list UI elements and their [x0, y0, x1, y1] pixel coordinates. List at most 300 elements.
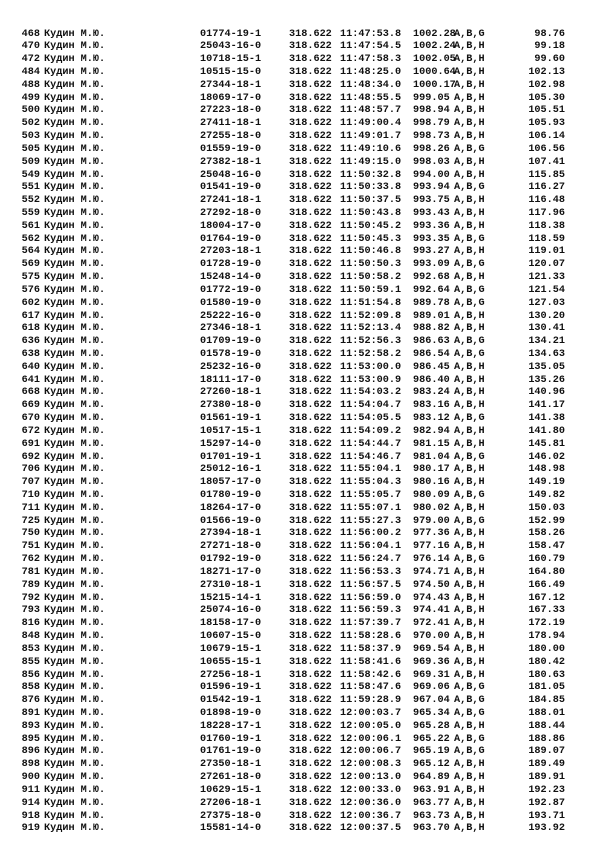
- antenna-set: A,B,H: [454, 438, 485, 450]
- object-id: 18264-17-0: [200, 502, 262, 514]
- antenna-set: A,B,G: [454, 746, 485, 758]
- object-id: 27394-18-1: [200, 528, 262, 540]
- observer-name: Кудин М.Ю.: [44, 66, 106, 78]
- frequency: 318.622: [289, 349, 332, 360]
- measurement: 1002.24: [413, 41, 456, 53]
- measurement: 1002.05: [413, 54, 456, 66]
- record-number: 576: [21, 284, 40, 296]
- observer-name: Кудин М.Ю.: [44, 605, 106, 617]
- object-id: 18271-17-0: [200, 566, 262, 578]
- value: 121.33: [528, 272, 565, 284]
- value: 188.86: [528, 733, 565, 745]
- value: 149.82: [528, 490, 565, 502]
- antenna-set: A,B,H: [454, 669, 485, 681]
- frequency: 318.622: [289, 400, 332, 412]
- measurement: 974.43: [413, 592, 450, 604]
- object-id: 18228-17-1: [200, 720, 262, 732]
- observer-name: Кудин М.Ю.: [44, 79, 106, 91]
- measurement: 981.04: [413, 451, 450, 463]
- value: 146.02: [528, 451, 565, 463]
- antenna-set: A,B,H: [454, 464, 485, 476]
- timestamp: 11:54:04.7: [340, 400, 402, 412]
- value: 178.94: [528, 631, 565, 643]
- object-id: 01559-19-0: [200, 143, 262, 155]
- timestamp: 12:00:05.0: [340, 720, 402, 732]
- object-id: 25012-16-1: [200, 464, 262, 476]
- object-id: 10629-15-1: [200, 784, 262, 796]
- object-id: 10607-15-0: [200, 631, 262, 643]
- value: 184.85: [528, 695, 565, 707]
- frequency: 318.622: [289, 246, 332, 258]
- timestamp: 11:56:04.1: [340, 541, 402, 553]
- value: 189.91: [528, 772, 565, 784]
- record-number: 789: [21, 579, 40, 591]
- measurement: 969.06: [413, 682, 450, 694]
- antenna-set: A,B,H: [454, 169, 485, 181]
- measurement: 998.03: [413, 156, 450, 168]
- value: 135.26: [528, 374, 565, 386]
- measurement: 993.36: [413, 220, 450, 232]
- measurement: 979.00: [413, 515, 450, 527]
- record-number: 762: [21, 554, 40, 566]
- record-number: 711: [21, 502, 40, 514]
- antenna-set: A,B,H: [454, 118, 485, 130]
- record-number: 918: [21, 810, 40, 822]
- value: 130.41: [528, 323, 565, 335]
- antenna-set: A,B,G: [454, 336, 485, 348]
- frequency: 318.622: [289, 720, 332, 732]
- frequency: 318.622: [289, 66, 332, 78]
- frequency: 318.622: [289, 592, 332, 604]
- antenna-set: A,B,H: [454, 207, 485, 219]
- frequency: 318.622: [289, 669, 332, 681]
- frequency: 318.622: [289, 131, 332, 143]
- value: 166.49: [528, 579, 565, 591]
- observer-name: Кудин М.Ю.: [44, 490, 106, 502]
- antenna-set: A,B,H: [454, 618, 485, 630]
- measurement: 992.68: [413, 272, 450, 284]
- record-number: 876: [21, 695, 40, 707]
- timestamp: 11:52:13.4: [340, 323, 402, 335]
- frequency: 318.622: [289, 541, 332, 553]
- value: 193.92: [528, 823, 565, 835]
- record-number: 575: [21, 272, 40, 284]
- object-id: 10655-15-1: [200, 656, 262, 668]
- record-number: 858: [21, 682, 40, 694]
- frequency: 318.622: [289, 631, 332, 643]
- timestamp: 11:50:50.3: [340, 259, 402, 271]
- measurement: 998.26: [413, 143, 450, 155]
- value: 135.05: [528, 361, 565, 373]
- frequency: 318.622: [289, 387, 332, 399]
- antenna-set: A,B,H: [454, 54, 485, 66]
- frequency: 318.622: [289, 605, 332, 617]
- antenna-set: A,B,H: [454, 310, 485, 322]
- observer-name: Кудин М.Ю.: [44, 374, 106, 386]
- object-id: 01898-19-0: [200, 707, 262, 719]
- record-number: 751: [21, 541, 40, 553]
- value: 107.41: [528, 156, 565, 168]
- measurement: 986.63: [413, 336, 450, 348]
- frequency: 318.622: [289, 297, 332, 309]
- object-id: 01580-19-0: [200, 297, 262, 309]
- value: 141.17: [528, 400, 565, 412]
- measurement: 969.54: [413, 643, 450, 655]
- timestamp: 11:54:05.5: [340, 413, 402, 425]
- observer-name: Кудин М.Ю.: [44, 220, 106, 232]
- measurement: 964.89: [413, 772, 450, 784]
- observer-name: Кудин М.Ю.: [44, 810, 106, 822]
- antenna-set: A,B,G: [454, 695, 485, 707]
- timestamp: 11:53:00.9: [340, 374, 402, 386]
- timestamp: 11:58:37.9: [340, 643, 402, 655]
- timestamp: 11:56:57.5: [340, 579, 402, 591]
- object-id: 01792-19-0: [200, 554, 262, 566]
- record-number: 896: [21, 746, 40, 758]
- measurement: 983.16: [413, 400, 450, 412]
- measurement: 986.40: [413, 374, 450, 386]
- measurement: 965.34: [413, 707, 450, 719]
- object-id: 27255-18-0: [200, 131, 262, 143]
- observer-name: Кудин М.Ю.: [44, 515, 106, 527]
- observer-name: Кудин М.Ю.: [44, 118, 106, 130]
- frequency: 318.622: [289, 643, 332, 655]
- value: 105.30: [528, 92, 565, 104]
- observer-name: Кудин М.Ю.: [44, 28, 106, 40]
- measurement: 998.94: [413, 105, 450, 117]
- record-number: 549: [21, 169, 40, 181]
- observer-name: Кудин М.Ю.: [44, 695, 106, 707]
- record-number: 911: [21, 784, 40, 796]
- timestamp: 11:50:59.1: [340, 284, 402, 296]
- object-id: 27256-18-1: [200, 669, 262, 681]
- measurement: 1000.17: [413, 79, 456, 91]
- object-id: 01542-19-1: [200, 695, 262, 707]
- timestamp: 11:47:54.5: [340, 41, 402, 53]
- value: 158.47: [528, 541, 565, 553]
- frequency: 318.622: [289, 336, 332, 348]
- record-number: 502: [21, 118, 40, 130]
- antenna-set: A,B,G: [454, 143, 485, 155]
- object-id: 27382-18-1: [200, 156, 262, 168]
- record-number: 470: [21, 41, 40, 53]
- measurement: 967.04: [413, 695, 450, 707]
- measurement: 963.70: [413, 823, 450, 835]
- record-number: 781: [21, 566, 40, 578]
- antenna-set: A,B,H: [454, 720, 485, 732]
- observer-name: Кудин М.Ю.: [44, 169, 106, 181]
- object-id: 25232-16-0: [200, 361, 262, 373]
- observer-name: Кудин М.Ю.: [44, 733, 106, 745]
- observer-name: Кудин М.Ю.: [44, 759, 106, 771]
- record-number: 505: [21, 143, 40, 155]
- measurement: 980.09: [413, 490, 450, 502]
- frequency: 318.622: [289, 272, 332, 284]
- measurement: 965.28: [413, 720, 450, 732]
- value: 121.54: [528, 284, 565, 296]
- frequency: 318.622: [289, 323, 332, 335]
- value: 189.49: [528, 759, 565, 771]
- object-id: 27206-18-1: [200, 797, 262, 809]
- antenna-set: A,B,H: [454, 79, 485, 91]
- measurement: 969.31: [413, 669, 450, 681]
- antenna-set: A,B,G: [454, 297, 485, 309]
- measurement: 993.43: [413, 207, 450, 219]
- observer-name: Кудин М.Ю.: [44, 631, 106, 643]
- observer-name: Кудин М.Ю.: [44, 156, 106, 168]
- value: 172.19: [528, 618, 565, 630]
- antenna-set: A,B,H: [454, 195, 485, 207]
- timestamp: 11:55:27.3: [340, 515, 402, 527]
- record-number: 509: [21, 156, 40, 168]
- measurement: 993.75: [413, 195, 450, 207]
- record-number: 891: [21, 707, 40, 719]
- object-id: 27346-18-1: [200, 323, 262, 335]
- timestamp: 12:00:37.5: [340, 823, 402, 835]
- measurement: 993.94: [413, 182, 450, 194]
- object-id: 18111-17-0: [200, 374, 262, 386]
- record-number: 707: [21, 477, 40, 489]
- measurement: 1002.28: [413, 28, 456, 40]
- object-id: 25048-16-0: [200, 169, 262, 181]
- observer-name: Кудин М.Ю.: [44, 720, 106, 732]
- object-id: 18158-17-0: [200, 618, 262, 630]
- observer-name: Кудин М.Ю.: [44, 541, 106, 553]
- measurement: 974.50: [413, 579, 450, 591]
- record-number: 898: [21, 759, 40, 771]
- frequency: 318.622: [289, 233, 332, 245]
- timestamp: 11:54:03.2: [340, 387, 402, 399]
- object-id: 01541-19-0: [200, 182, 262, 194]
- record-number: 669: [21, 400, 40, 412]
- value: 118.38: [528, 220, 565, 232]
- measurement: 989.01: [413, 310, 450, 322]
- antenna-set: A,B,H: [454, 772, 485, 784]
- observer-name: Кудин М.Ю.: [44, 451, 106, 463]
- value: 98.76: [534, 28, 565, 40]
- timestamp: 11:51:54.8: [340, 297, 402, 309]
- antenna-set: A,B,H: [454, 528, 485, 540]
- timestamp: 11:50:45.2: [340, 220, 402, 232]
- timestamp: 12:00:06.7: [340, 746, 402, 758]
- measurement: 970.00: [413, 631, 450, 643]
- observer-name: Кудин М.Ю.: [44, 425, 106, 437]
- value: 134.63: [528, 349, 565, 360]
- frequency: 318.622: [289, 784, 332, 796]
- observer-name: Кудин М.Ю.: [44, 502, 106, 514]
- measurement: 986.54: [413, 349, 450, 360]
- object-id: 25043-16-0: [200, 41, 262, 53]
- object-id: 27223-18-0: [200, 105, 262, 117]
- record-number: 641: [21, 374, 40, 386]
- antenna-set: A,B,G: [454, 515, 485, 527]
- timestamp: 11:50:43.8: [340, 207, 402, 219]
- frequency: 318.622: [289, 759, 332, 771]
- object-id: 27411-18-1: [200, 118, 262, 130]
- value: 106.56: [528, 143, 565, 155]
- timestamp: 11:49:01.7: [340, 131, 402, 143]
- antenna-set: A,B,H: [454, 105, 485, 117]
- frequency: 318.622: [289, 682, 332, 694]
- frequency: 318.622: [289, 695, 332, 707]
- value: 134.21: [528, 336, 565, 348]
- record-number: 484: [21, 66, 40, 78]
- object-id: 01596-19-1: [200, 682, 262, 694]
- object-id: 10679-15-1: [200, 643, 262, 655]
- object-id: 01764-19-0: [200, 233, 262, 245]
- measurement: 974.71: [413, 566, 450, 578]
- antenna-set: A,B,G: [454, 349, 485, 360]
- measurement: 992.64: [413, 284, 450, 296]
- frequency: 318.622: [289, 118, 332, 130]
- object-id: 01728-19-0: [200, 259, 262, 271]
- value: 152.99: [528, 515, 565, 527]
- object-id: 01701-19-1: [200, 451, 262, 463]
- record-number: 503: [21, 131, 40, 143]
- frequency: 318.622: [289, 477, 332, 489]
- record-number: 552: [21, 195, 40, 207]
- observer-name: Кудин М.Ю.: [44, 323, 106, 335]
- frequency: 318.622: [289, 502, 332, 514]
- observer-name: Кудин М.Ю.: [44, 528, 106, 540]
- observer-name: Кудин М.Ю.: [44, 143, 106, 155]
- timestamp: 11:56:24.7: [340, 554, 402, 566]
- antenna-set: A,B,H: [454, 502, 485, 514]
- antenna-set: A,B,H: [454, 246, 485, 258]
- table-row: [0, 822, 600, 836]
- timestamp: 11:47:53.8: [340, 28, 402, 40]
- timestamp: 11:52:58.2: [340, 349, 402, 360]
- antenna-set: A,B,H: [454, 810, 485, 822]
- record-number: 499: [21, 92, 40, 104]
- measurement: 965.12: [413, 759, 450, 771]
- object-id: 18004-17-0: [200, 220, 262, 232]
- timestamp: 11:56:59.3: [340, 605, 402, 617]
- measurement: 998.73: [413, 131, 450, 143]
- measurement: 969.36: [413, 656, 450, 668]
- measurement: 986.45: [413, 361, 450, 373]
- frequency: 318.622: [289, 733, 332, 745]
- frequency: 318.622: [289, 182, 332, 194]
- observer-name: Кудин М.Ю.: [44, 464, 106, 476]
- frequency: 318.622: [289, 207, 332, 219]
- value: 140.96: [528, 387, 565, 399]
- measurement: 963.91: [413, 784, 450, 796]
- antenna-set: A,B,H: [454, 579, 485, 591]
- object-id: 01780-19-0: [200, 490, 262, 502]
- record-number: 672: [21, 425, 40, 437]
- value: 167.33: [528, 605, 565, 617]
- antenna-set: A,B,G: [454, 413, 485, 425]
- timestamp: 11:49:10.6: [340, 143, 402, 155]
- timestamp: 11:50:58.2: [340, 272, 402, 284]
- frequency: 318.622: [289, 143, 332, 155]
- value: 167.12: [528, 592, 565, 604]
- frequency: 318.622: [289, 438, 332, 450]
- frequency: 318.622: [289, 310, 332, 322]
- record-number: 725: [21, 515, 40, 527]
- timestamp: 11:58:42.6: [340, 669, 402, 681]
- frequency: 318.622: [289, 284, 332, 296]
- antenna-set: A,B,H: [454, 400, 485, 412]
- observer-name: Кудин М.Ю.: [44, 656, 106, 668]
- object-id: 25074-16-0: [200, 605, 262, 617]
- observer-name: Кудин М.Ю.: [44, 682, 106, 694]
- timestamp: 11:58:28.6: [340, 631, 402, 643]
- record-number: 640: [21, 361, 40, 373]
- measurement: 980.16: [413, 477, 450, 489]
- object-id: 27260-18-1: [200, 387, 262, 399]
- record-number: 468: [21, 28, 40, 40]
- object-id: 18057-17-0: [200, 477, 262, 489]
- object-id: 15297-14-0: [200, 438, 262, 450]
- object-id: 01561-19-1: [200, 413, 262, 425]
- measurement: 993.27: [413, 246, 450, 258]
- antenna-set: A,B,H: [454, 797, 485, 809]
- object-id: 25222-16-0: [200, 310, 262, 322]
- antenna-set: A,B,H: [454, 374, 485, 386]
- frequency: 318.622: [289, 195, 332, 207]
- record-number: 562: [21, 233, 40, 245]
- antenna-set: A,B,G: [454, 554, 485, 566]
- record-number: 636: [21, 336, 40, 348]
- frequency: 318.622: [289, 464, 332, 476]
- observer-name: Кудин М.Ю.: [44, 284, 106, 296]
- antenna-set: A,B,H: [454, 131, 485, 143]
- timestamp: 11:52:09.8: [340, 310, 402, 322]
- measurement: 994.00: [413, 169, 450, 181]
- observer-name: Кудин М.Ю.: [44, 400, 106, 412]
- observer-name: Кудин М.Ю.: [44, 784, 106, 796]
- value: 180.42: [528, 656, 565, 668]
- observer-name: Кудин М.Ю.: [44, 579, 106, 591]
- record-number: 617: [21, 310, 40, 322]
- antenna-set: A,B,G: [454, 182, 485, 194]
- observer-name: Кудин М.Ю.: [44, 554, 106, 566]
- measurement: 965.19: [413, 746, 450, 758]
- record-number: 919: [21, 823, 40, 835]
- frequency: 318.622: [289, 169, 332, 181]
- object-id: 27241-18-1: [200, 195, 262, 207]
- value: 193.71: [528, 810, 565, 822]
- measurement: 977.36: [413, 528, 450, 540]
- frequency: 318.622: [289, 361, 332, 373]
- frequency: 318.622: [289, 425, 332, 437]
- timestamp: 12:00:08.3: [340, 759, 402, 771]
- observer-name: Кудин М.Ю.: [44, 259, 106, 271]
- measurement: 993.35: [413, 233, 450, 245]
- observer-name: Кудин М.Ю.: [44, 361, 106, 373]
- record-number: 816: [21, 618, 40, 630]
- record-number: 856: [21, 669, 40, 681]
- observer-name: Кудин М.Ю.: [44, 413, 106, 425]
- observer-name: Кудин М.Ю.: [44, 566, 106, 578]
- frequency: 318.622: [289, 810, 332, 822]
- timestamp: 11:50:33.8: [340, 182, 402, 194]
- antenna-set: A,B,H: [454, 387, 485, 399]
- frequency: 318.622: [289, 772, 332, 784]
- observer-name: Кудин М.Ю.: [44, 643, 106, 655]
- observer-name: Кудин М.Ю.: [44, 297, 106, 309]
- timestamp: 11:50:46.8: [340, 246, 402, 258]
- observer-name: Кудин М.Ю.: [44, 310, 106, 322]
- record-number: 895: [21, 733, 40, 745]
- timestamp: 11:52:56.3: [340, 336, 402, 348]
- measurement: 974.41: [413, 605, 450, 617]
- measurement: 989.78: [413, 297, 450, 309]
- antenna-set: A,B,G: [454, 284, 485, 296]
- measurement: 981.15: [413, 438, 450, 450]
